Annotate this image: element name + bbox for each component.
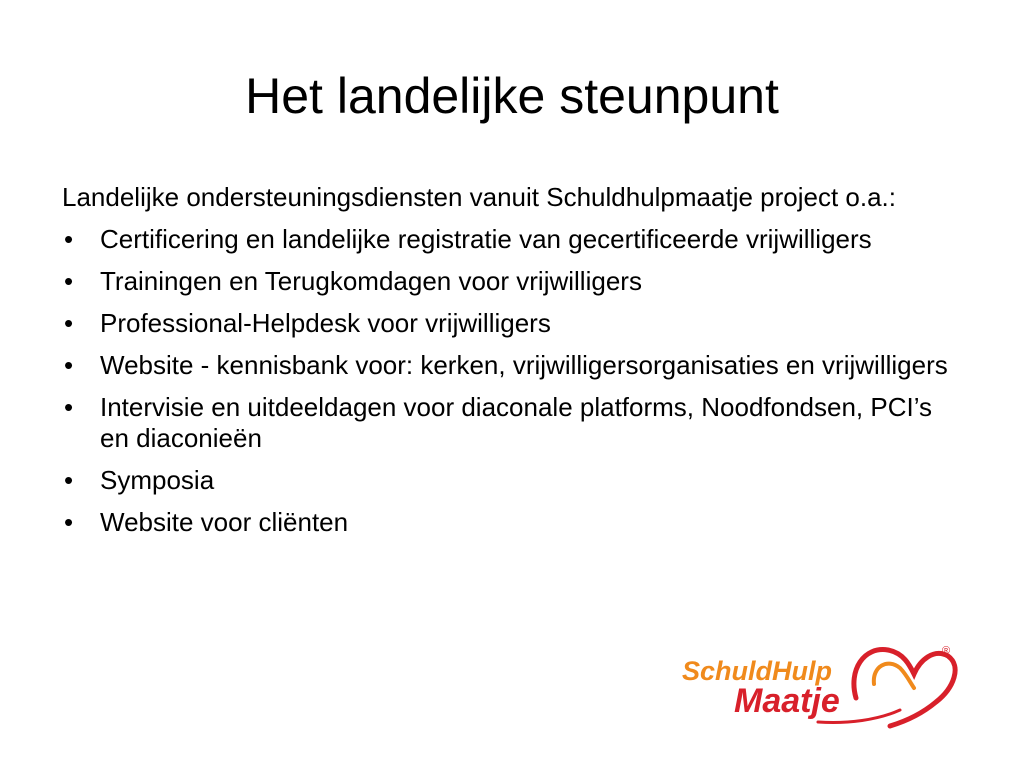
- logo-text-schuld: Schuld: [682, 656, 773, 686]
- intro-text: Landelijke ondersteuningsdiensten vanuit Schuldhulpmaatje project o.a.:: [62, 182, 897, 212]
- bullet-icon: •: [64, 507, 74, 537]
- bullet-text: Website - kennisbank voor: kerken, vrijwilligersorganisaties en vrijwilligers: [100, 350, 948, 380]
- bullet-icon: •: [64, 266, 74, 296]
- bullet-text: Website voor cliënten: [100, 507, 349, 537]
- logo-text-hulp: Hulp: [772, 656, 833, 686]
- bullet-text: Professional-Helpdesk voor vrijwilligers: [100, 308, 551, 338]
- bullet-icon: •: [64, 465, 74, 495]
- bullet-icon: •: [64, 308, 74, 338]
- bullet-item: [62, 507, 962, 538]
- bullet-item: [62, 350, 962, 381]
- slide-title: Het landelijke steunpunt: [245, 68, 779, 124]
- logo-text-maatje: Maatje: [734, 682, 840, 720]
- bullet-item: [62, 266, 962, 297]
- bullet-item: [62, 224, 962, 255]
- bullet-text: Trainingen en Terugkomdagen voor vrijwilligers: [100, 266, 642, 296]
- schuldhulpmaatje-logo: [678, 640, 960, 730]
- bullet-text: Certificering en landelijke registratie van gecertificeerde vrijwilligers: [100, 224, 872, 254]
- bullet-icon: •: [64, 392, 74, 422]
- slide-content: [62, 182, 962, 549]
- bullet-text: Symposia: [100, 465, 215, 495]
- bullet-item: [62, 308, 962, 339]
- bullet-text: Intervisie en uitdeeldagen voor diaconale platforms, Noodfondsen, PCI’s en diaconieën: [100, 392, 933, 453]
- bullet-list: [62, 224, 962, 538]
- bullet-icon: •: [64, 350, 74, 380]
- bullet-item: [62, 465, 962, 496]
- heart-swoosh-icon: [854, 650, 955, 726]
- bullet-icon: •: [64, 224, 74, 254]
- registered-mark-icon: ®: [942, 645, 951, 657]
- bullet-item: [62, 392, 962, 454]
